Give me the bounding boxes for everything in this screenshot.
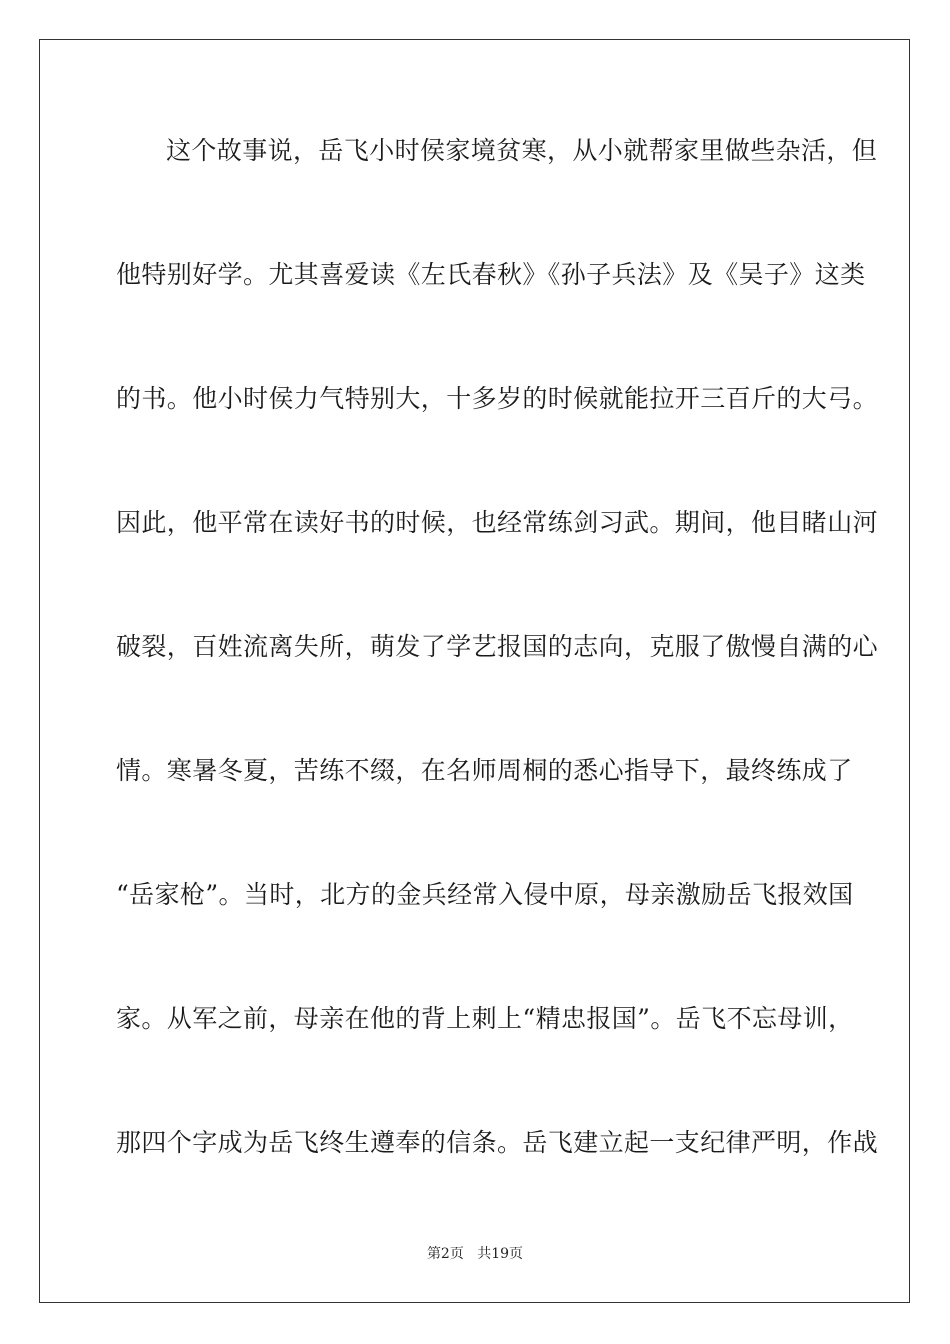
- paragraph-line: 那四个字成为岳飞终生遵奉的信条。岳飞建立起一支纪律严明，作战: [116, 1128, 879, 1157]
- page-footer: [0, 1245, 950, 1263]
- paragraph-line: 情。寒暑冬夏，苦练不缀，在名师周桐的悉心指导下，最终练成了: [116, 756, 853, 785]
- paragraph-line: 这个故事说，岳飞小时侯家境贫寒，从小就帮家里做些杂活，但: [166, 136, 878, 165]
- paragraph-line: “岳家枪”。当时，北方的金兵经常入侵中原，母亲激励岳飞报效国: [116, 880, 854, 909]
- page-border: [39, 39, 910, 1303]
- paragraph-line: 的书。他小时侯力气特别大，十多岁的时候就能拉开三百斤的大弓。: [116, 384, 879, 413]
- paragraph-line: 因此，他平常在读好书的时候，也经常练剑习武。期间，他目睹山河: [116, 508, 879, 537]
- paragraph-line: 家。从军之前，母亲在他的背上刺上“精忠报国”。岳飞不忘母训，: [116, 1004, 854, 1033]
- page-number: 第2页: [426, 1246, 464, 1262]
- paragraph-line: 破裂，百姓流离失所，萌发了学艺报国的志向，克服了傲慢自满的心: [116, 632, 879, 661]
- paragraph-line: 他特别好学。尤其喜爱读《左氏春秋》《孙子兵法》及《吴子》这类: [116, 260, 866, 289]
- page-total: 共19页: [477, 1246, 524, 1262]
